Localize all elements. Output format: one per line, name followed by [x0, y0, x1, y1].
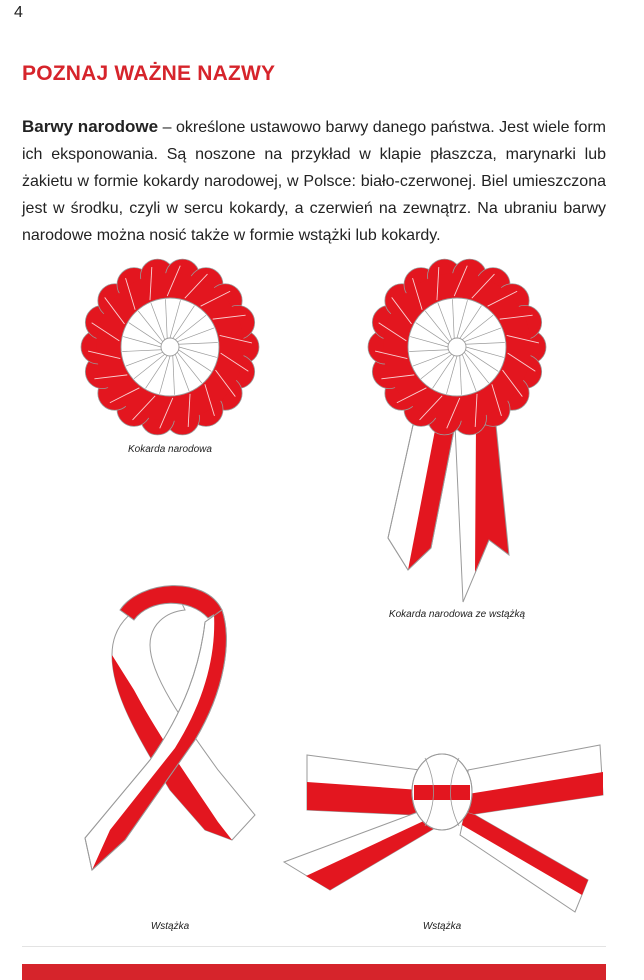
caption-awareness-ribbon: Wstążka	[150, 921, 190, 932]
caption-cockade-ribbon: Kokarda narodowa ze wstążką	[388, 609, 526, 620]
page-number: 4	[14, 4, 23, 21]
cockade-rosette	[81, 259, 259, 435]
cockade-with-ribbon-illustration	[368, 259, 546, 602]
cockade-rosette	[368, 259, 546, 435]
definition-term: Barwy narodowe	[22, 117, 159, 136]
ribbon-tail-right	[455, 425, 509, 602]
section-heading: POZNAJ WAŻNE NAZWY	[22, 62, 276, 85]
caption-bow: Wstążka	[422, 921, 462, 932]
ribbon-tail-left	[388, 425, 455, 570]
cockade-illustration	[81, 259, 259, 435]
bow-illustration	[284, 745, 603, 912]
ribbon-loop	[120, 586, 222, 620]
footer-divider	[22, 946, 606, 947]
definition-text: – określone ustawowo barwy danego państwa. Jest wiele form ich eksponowania. Są noszone na przykład w klapie płaszcza, marynarki lub żakietu w formie kokardy narodowej, w Polsce: biało-czerwonej. Biel umieszczona jest w środku, czyli w sercu kokardy, a czerwień na zewnątrz. Na ubraniu barwy narodowe można nosić także w formie wstążki lub kokardy.	[22, 119, 607, 244]
footer-bar	[22, 964, 606, 980]
caption-cockade: Kokarda narodowa	[128, 444, 212, 455]
awareness-ribbon-illustration	[85, 586, 255, 870]
